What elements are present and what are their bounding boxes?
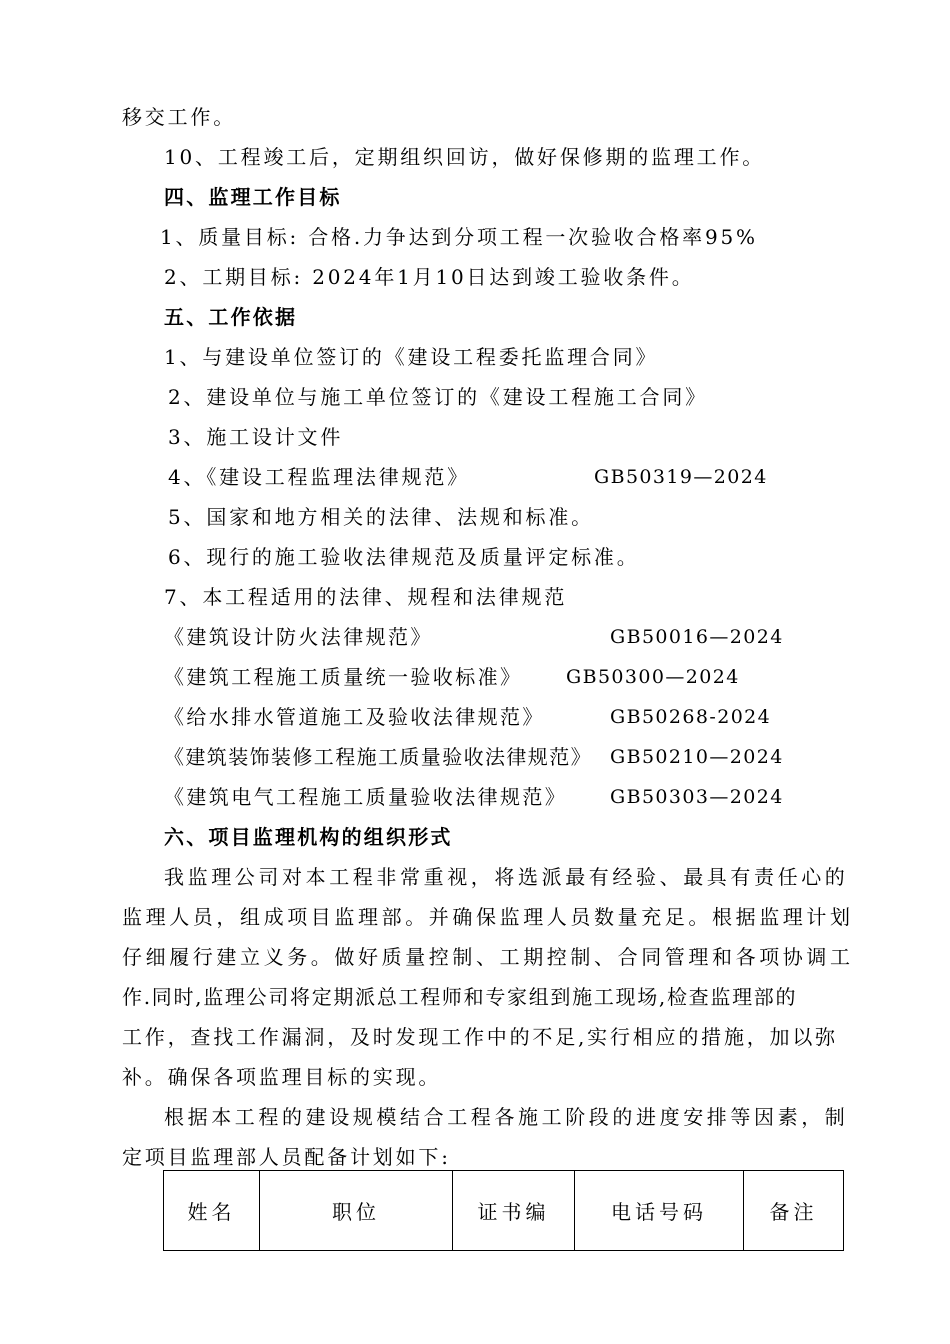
staff-table: [163, 1170, 844, 1251]
standard-name: 《给水排水管道施工及验收法律规范》: [164, 705, 545, 729]
standard-name: 《建筑电气工程施工质量验收法律规范》: [164, 785, 568, 809]
basis-item: 2、建设单位与施工单位签订的《建设工程施工合同》: [168, 385, 708, 409]
basis-item: 1、与建设单位签订的《建设工程委托监理合同》: [164, 345, 659, 369]
header-cell-remarks: 备注: [744, 1171, 844, 1251]
header-cell-position: 职位: [260, 1171, 453, 1251]
basis-item: 6、现行的施工验收法律规范及质量评定标准。: [168, 545, 640, 569]
paragraph-line: 仔细履行建立义务。做好质量控制、工期控制、合同管理和各项协调工: [122, 945, 854, 969]
standard-code: GB50016—2024: [610, 626, 784, 648]
paragraph-line: 监理人员，组成项目监理部。并确保监理人员数量充足。根据监理计划: [122, 905, 854, 929]
standard-name: 《建筑设计防火法律规范》: [164, 625, 433, 649]
goal-schedule: 2、工期目标: 2024年1月10日达到竣工验收条件。: [164, 265, 695, 289]
standard-code: GB50303—2024: [610, 786, 784, 808]
paragraph-line: 定项目监理部人员配备计划如下:: [122, 1145, 451, 1169]
section-heading-organization: 六、项目监理机构的组织形式: [164, 825, 453, 849]
basis-item: 7、本工程适用的法律、规程和法律规范: [164, 585, 568, 609]
standard-code: GB50319—2024: [594, 466, 768, 488]
basis-item: 5、国家和地方相关的法律、法规和标准。: [168, 505, 594, 529]
section-heading-goals: 四、监理工作目标: [164, 185, 342, 209]
basis-item: 3、施工设计文件: [168, 425, 344, 449]
header-cell-certificate: 证书编: [453, 1171, 575, 1251]
table-header-row: [164, 1171, 844, 1251]
paragraph-line: 工作，查找工作漏洞，及时发现工作中的不足,实行相应的措施，加以弥: [122, 1025, 838, 1049]
text-line: 10、工程竣工后，定期组织回访，做好保修期的监理工作。: [164, 145, 766, 169]
header-cell-name: 姓名: [164, 1171, 260, 1251]
paragraph-line: 根据本工程的建设规模结合工程各施工阶段的进度安排等因素，制: [164, 1105, 849, 1129]
standard-name: 《建筑工程施工质量统一验收标准》: [164, 665, 523, 689]
goal-quality: 1、质量目标: 合格.力争达到分项工程一次验收合格率95%: [160, 225, 758, 249]
standard-code: GB50210—2024: [610, 746, 784, 768]
section-heading-basis: 五、工作依据: [164, 305, 298, 329]
paragraph-line: 我监理公司对本工程非常重视，将选派最有经验、最具有责任心的: [164, 865, 849, 889]
header-cell-phone: 电话号码: [575, 1171, 744, 1251]
text-line: 移交工作。: [122, 105, 236, 129]
paragraph-line: 作.同时,监理公司将定期派总工程师和专家组到施工现场,检查监理部的: [122, 985, 798, 1009]
paragraph-line: 补。确保各项监理目标的实现。: [122, 1065, 442, 1089]
standard-name: 《建筑装饰装修工程施工质量验收法律规范》: [164, 745, 592, 769]
basis-item: 4、《建设工程监理法律规范》: [168, 465, 470, 489]
standard-code: GB50300—2024: [566, 666, 740, 688]
standard-code: GB50268-2024: [610, 706, 772, 728]
